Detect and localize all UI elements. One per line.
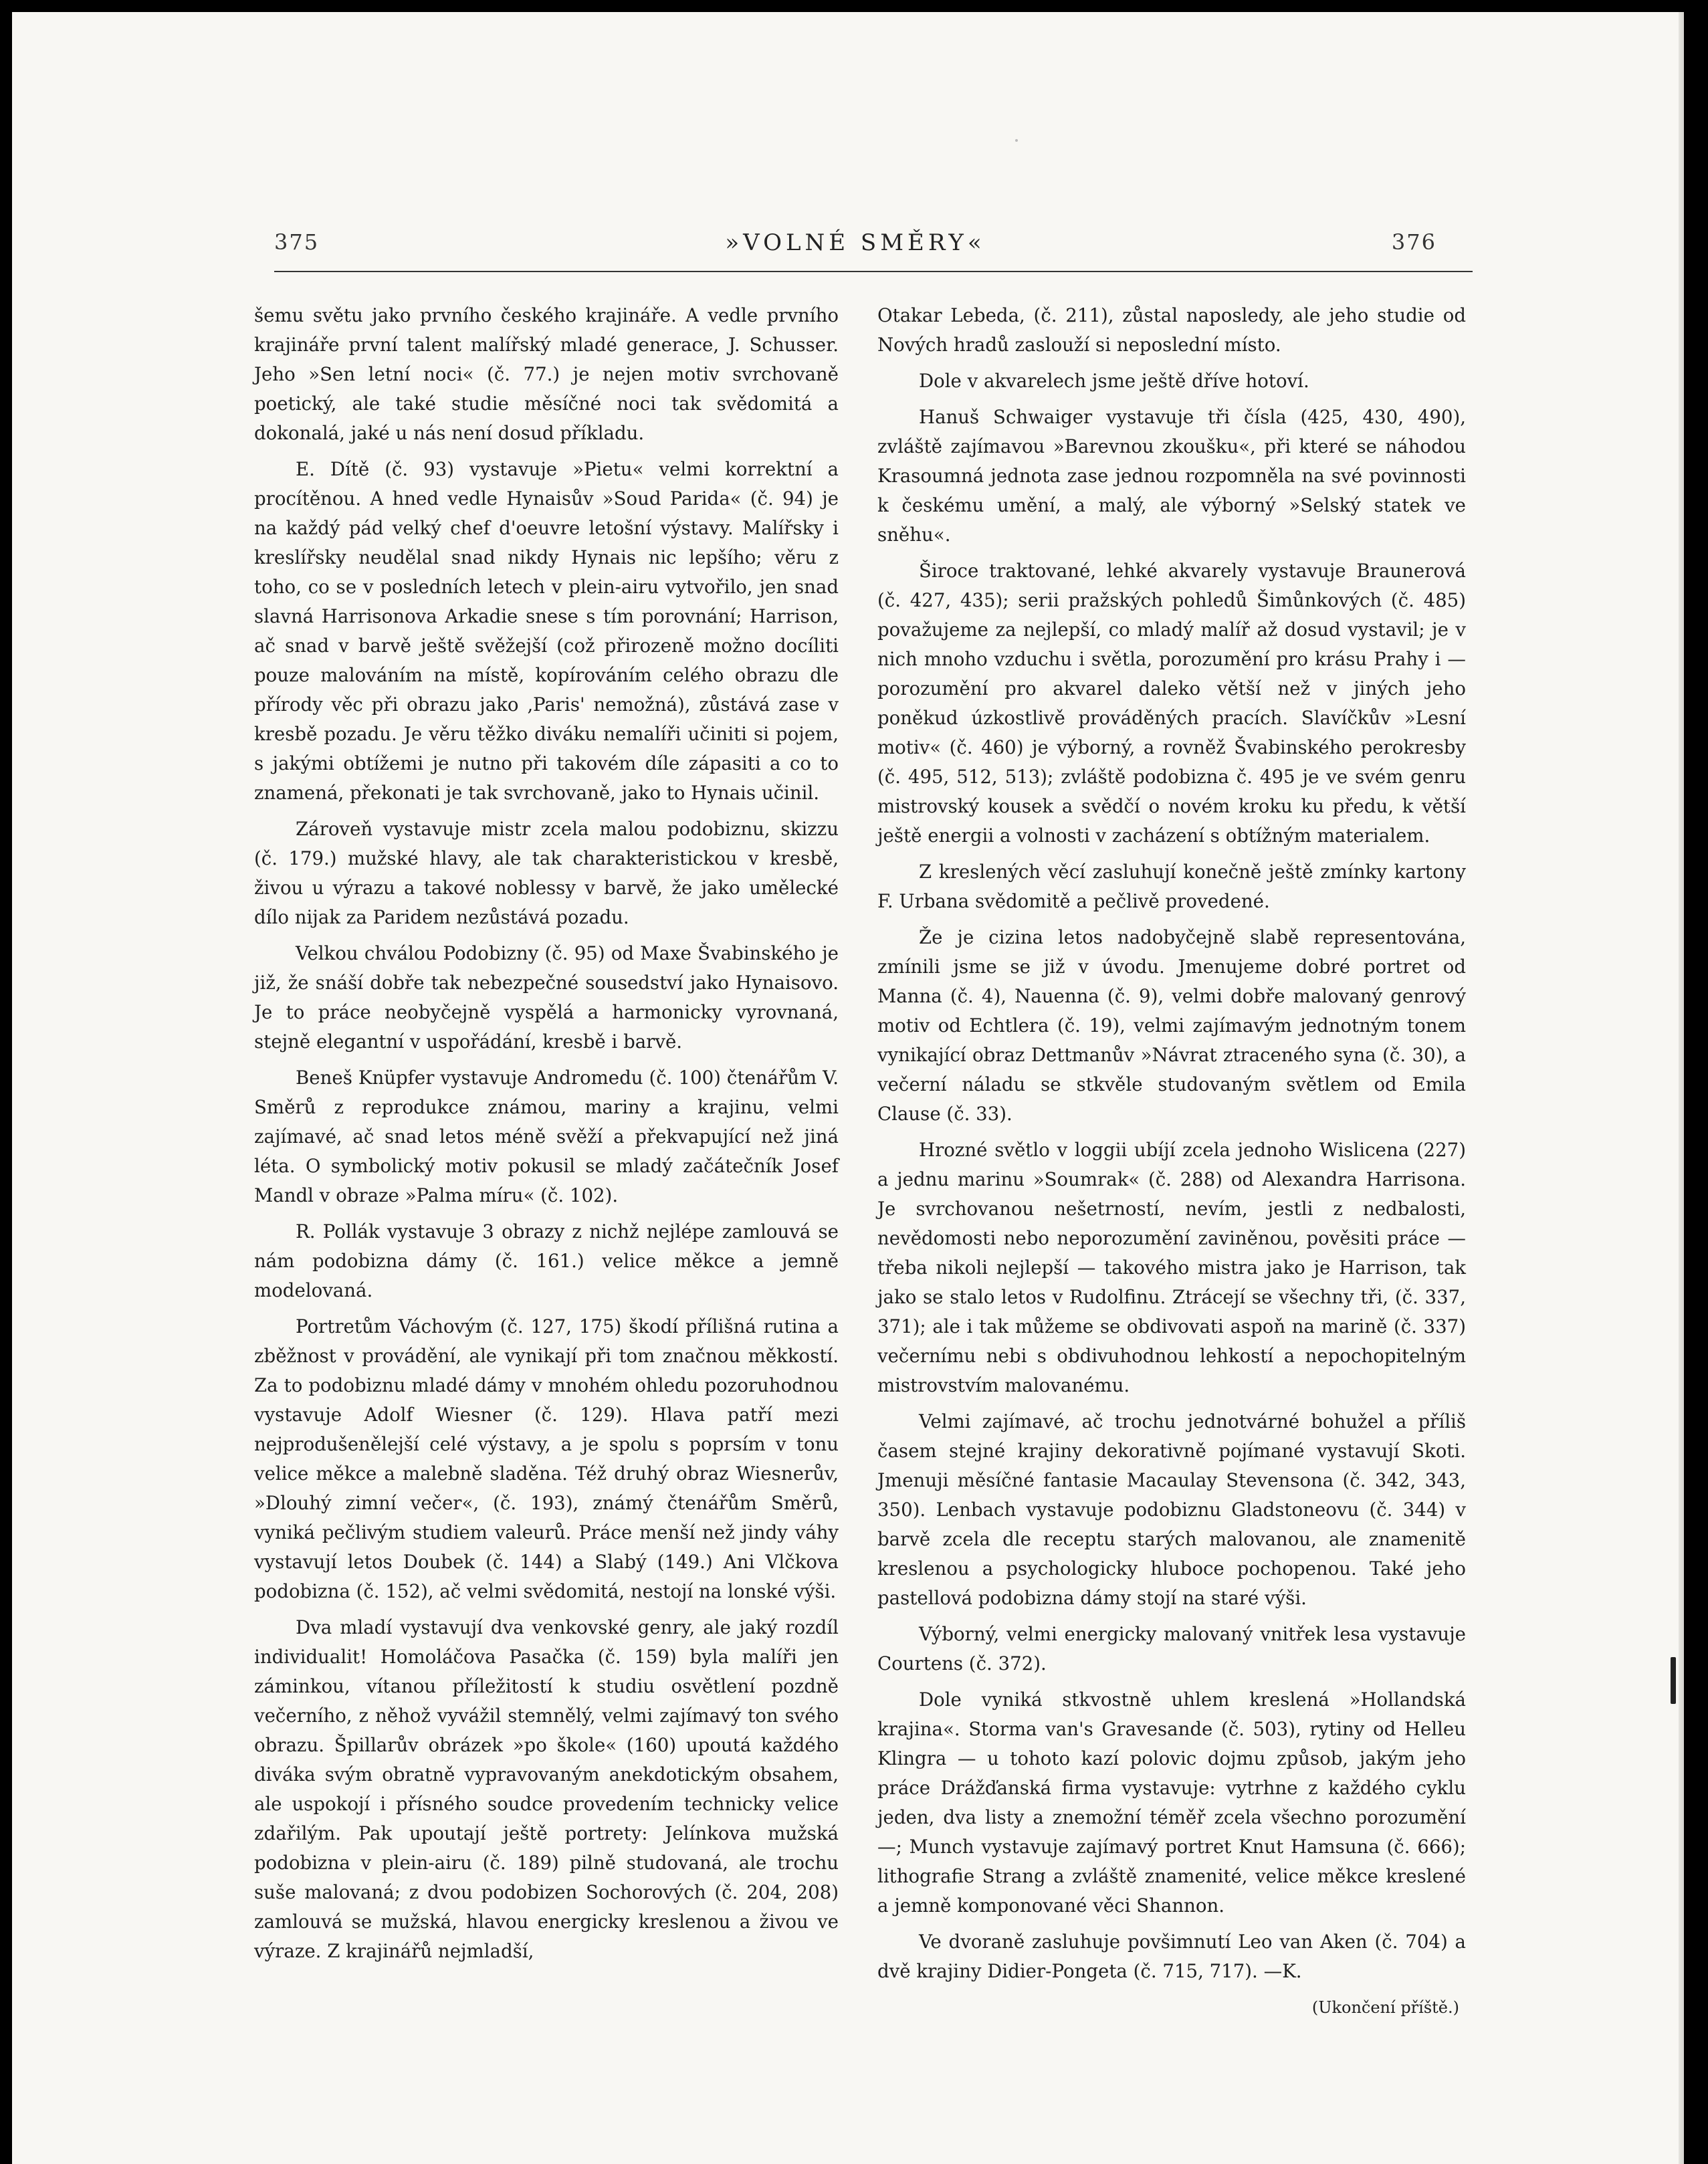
paragraph: Z kreslených věcí zasluhují konečně ještě zmínky kartony F. Urbana svědomitě a pečlivě provedené. — [877, 861, 1466, 912]
page-number-left: 375 — [274, 229, 320, 255]
right-column — [877, 301, 1466, 2022]
paragraph: R. Pollák vystavuje 3 obrazy z nichž nejlépe zamlouvá se nám podobizna dámy (č. 161.) velice měkce a jemně modelovaná. — [254, 1220, 839, 1301]
paragraph: Zároveň vystavuje mistr zcela malou podobiznu, skizzu (č. 179.) mužské hlavy, ale tak charakteristickou v kresbě, živou u výrazu a takové noblessy v barvě, že jako umělecké dílo nijak za Paridem nezůstává pozadu. — [254, 818, 839, 928]
paragraph: Výborný, velmi energicky malovaný vnitřek lesa vystavuje Courtens (č. 372). — [877, 1623, 1466, 1674]
paragraph: Dole vyniká stkvostně uhlem kreslená »Hollandská krajina«. Storma van's Gravesande (č. 503), rytiny od Helleu Klingra — u tohoto kazí polovic dojmu způsob, jakým jeho práce Drážďanská firma vystavuje: vytrhne z každého cyklu jeden, dva listy a znemožní téměř zcela všechno porozumění —; Munch vystavuje zajímavý portret Knut Hamsuna (č. 666); lithografie Strang a zvláště znamenité, velice měkce kreslené a jemně komponované věci Shannon. — [877, 1689, 1466, 1917]
paragraph: Velkou chválou Podobizny (č. 95) od Maxe Švabinského je již, že snáší dobře tak nebezpečné sousedství jako Hynaisovo. Je to práce neobyčejně vyspělá a harmonicky vyrovnaná, stejně elegantní v uspořádání, kresbě i barvě. — [254, 942, 839, 1053]
paragraph: Hrozné světlo v loggii ubíjí zcela jednoho Wislicena (227) a jednu marinu »Soumrak« (č. 288) od Alexandra Harrisona. Je svrchovanou nešetrností, nevím, jestli z nedbalosti, nevědomosti nebo neporozumění zaviněnou, pověsiti práce — třeba nikoli nejlepší — takového mistra jako je Harrison, tak jako se stalo letos v Rudolfinu. Ztrácejí se všechny tři, (č. 337, 371); ale i tak můžeme se obdivovati aspoň na marině (č. 337) večernímu nebi s obdivuhodnou lehkostí a nepochopitelným mistrovstvím malovanému. — [877, 1139, 1466, 1396]
page-header — [274, 229, 1436, 269]
paragraph: Že je cizina letos nadobyčejně slabě representována, zmínili jsme se již v úvodu. Jmenujeme dobré portret od Manna (č. 4), Nauenna (č. 9), velmi dobře malovaný genrový motiv od Echtlera (č. 19), velmi zajímavým jednotným tonem vynikající obraz Dettmanův »Návrat ztraceného syna (č. 30), a večerní náladu se stkvěle studovaným světlem od Emila Clause (č. 33). — [877, 926, 1466, 1125]
left-column — [254, 301, 839, 1973]
paragraph: Otakar Lebeda, (č. 211), zůstal naposledy, ale jeho studie od Nových hradů zaslouží si neposlední místo. — [877, 304, 1466, 356]
paragraph: Portretům Váchovým (č. 127, 175) škodí přílišná rutina a zběžnost v provádění, ale vynikají při tom značnou měkkostí. Za to podobiznu mladé dámy v mnohém ohledu pozoruhodnou vystavuje Adolf Wiesner (č. 129). Hlava patří mezi nejprodušenělejší celé výstavy, a je spolu s poprsím v tonu velice měkce a malebně sladěna. Též druhý obraz Wiesnerův, »Dlouhý zimní večer«, (č. 193), známý čtenářům Směrů, vyniká pečlivým studiem valeurů. Práce menší než jindy váhy vystavují letos Doubek (č. 144) a Slabý (149.) Ani Vlčkova podobizna (č. 152), ač velmi svědomitá, nestojí na lonské výši. — [254, 1315, 839, 1602]
paragraph: Dva mladí vystavují dva venkovské genry, ale jaký rozdíl individualit! Homoláčova Pasačka (č. 159) byla malíři jen záminkou, vítanou příležitostí k studiu osvětlení pozdně večerního, z něhož vyvážil stemnělý, velmi zajímavý ton svého obrazu. Špillarův obrázek »po škole« (160) upoutá každého diváka svým obratně vypravovaným anekdotickým obsahem, ale uspokojí i přísného soudce provedením technicky velice zdařilým. Pak upoutají ještě portrety: Jelínkova mužská podobizna v plein-airu (č. 189) pilně studovaná, ale trochu suše malovaná; z dvou podobizen Sochorových (č. 204, 208) zamlouvá se mužská, hlavou energicky kreslenou a živou ve výraze. Z krajinářů nejmladší, — [254, 1616, 839, 1962]
paragraph: Hanuš Schwaiger vystavuje tři čísla (425, 430, 490), zvláště zajímavou »Barevnou zkoušku«, při které se náhodou Krasoumná jednota zase jednou rozpomněla na své povinnosti k českému umění, a malý, ale výborný »Selský statek ve sněhu«. — [877, 406, 1466, 546]
running-title: »VOLNÉ SMĚRY« — [725, 229, 986, 256]
paragraph: Dole v akvarelech jsme ještě dříve hotoví. — [919, 370, 1309, 392]
paragraph: šemu světu jako prvního českého krajináře. A vedle prvního krajináře první talent malířský mladé generace, J. Schusser. Jeho »Sen letní noci« (č. 77.) je nejen motiv svrchovaně poetický, ale také studie měsíčné noci tak svědomitá a dokonalá, jaké u nás není dosud příkladu. — [254, 304, 839, 444]
scanned-page — [12, 12, 1684, 2164]
paragraph: Velmi zajímavé, ač trochu jednotvárné bohužel a příliš časem stejné krajiny dekorativně pojímané vystavují Skoti. Jmenuji měsíčné fantasie Macaulay Stevensona (č. 342, 343, 350). Lenbach vystavuje podobiznu Gladstoneovu (č. 344) v barvě zcela dle receptu starých malovanou, ale znamenitě kreslenou a psychologicky hluboce pochopenou. Také jeho pastellová podobizna dámy stojí na staré výši. — [877, 1410, 1466, 1609]
page-edge-shadow — [1679, 12, 1684, 2164]
page-number-right: 376 — [1391, 229, 1436, 255]
header-rule — [274, 271, 1473, 272]
paragraph: Ve dvoraně zasluhuje povšimnutí Leo van Aken (č. 704) a dvě krajiny Didier-Pongeta (č. 715, 717). —K. — [877, 1931, 1466, 1982]
paragraph: Beneš Knüpfer vystavuje Andromedu (č. 100) čtenářům V. Směrů z reprodukce známou, mariny a krajinu, velmi zajímavé, ač snad letos méně svěží a překvapující než jiná léta. O symbolický motiv pokusil se mladý začátečník Josef Mandl v obraze »Palma míru« (č. 102). — [254, 1067, 839, 1206]
paragraph: Široce traktované, lehké akvarely vystavuje Braunerová (č. 427, 435); serii pražských pohledů Šimůnkových (č. 485) považujeme za nejlepší, co mladý malíř až dosud vystavil; je v nich mnoho vzduchu i světla, porozumění pro krásu Prahy i — porozumění pro akvarel daleko větší než v jiných jeho poněkud úzkostlivě prováděných pracích. Slavíčkův »Lesní motiv« (č. 460) je výborný, a rovněž Švabinského perokresby (č. 495, 512, 513); zvláště podobizna č. 495 je ve svém genru mistrovský kousek a svědčí o novém kroku ku předu, k větší ještě energii a volnosti v zacházení s obtížným materialem. — [877, 560, 1466, 847]
paragraph: E. Dítě (č. 93) vystavuje »Pietu« velmi korrektní a procítěnou. A hned vedle Hynaisův »Soud Parida« (č. 94) je na každý pád velký chef d'oeuvre letošní výstavy. Malířsky i kreslířsky neudělal snad nikdy Hynais nic lepšího; věru z toho, co se v posledních letech v plein-airu vytvořilo, jen snad slavná Harrisonova Arkadie snese s tím porovnání; Harrison, ač snad v barvě ještě svěžejší (což přirozeně možno docíliti pouze malováním na místě, kopírováním celého obrazu dle přírody věc při obrazu jako ‚Paris' nemožná), zůstává zase v kresbě pozadu. Je věru těžko diváku nemalíři učiniti si pojem, s jakými obtížemi je nutno při takovém díle zápasiti a co to znamená, překonati je tak svrchovaně, jako to Hynais učinil. — [254, 458, 839, 804]
margin-mark — [1671, 1657, 1676, 1704]
closing-note: (Ukončení příště.) — [1311, 1998, 1459, 2017]
paper-speck — [1015, 139, 1018, 142]
